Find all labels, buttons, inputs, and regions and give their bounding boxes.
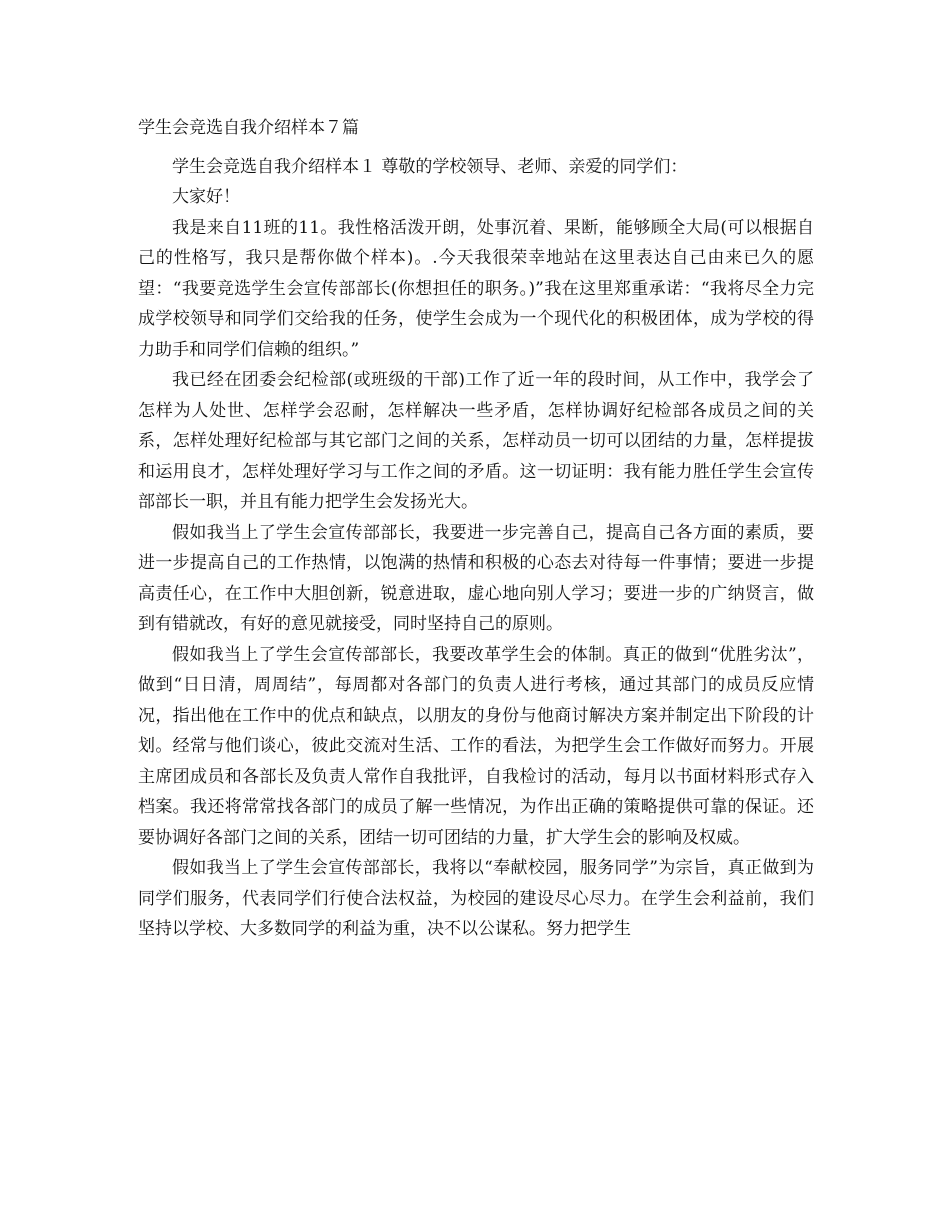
paragraph: 我是来自11班的11。我性格活泼开朗，处事沉着、果断，能够顾全大局(可以根据自己的性格写，我只是帮你做个样本)。.今天我很荣幸地站在这里表达自己由来已久的愿望：“我要竞选学生会宣传部部长(你想担任的职务。)”我在这里郑重承诺：“我将尽全力完成学校领导和同学们交给我的任务，使学生会成为一个现代化的积极团体，成为学校的得力助手和同学们信赖的组织。” <box>138 217 814 360</box>
paragraph: 假如我当上了学生会宣传部部长，我要进一步完善自己，提高自己各方面的素质，要进一步提高自己的工作热情，以饱满的热情和积极的心态去对待每一件事情；要进一步提高责任心，在工作中大胆创新，锐意进取，虚心地向别人学习；要进一步的广纳贤言，做到有错就改，有好的意见就接受，同时坚持自己的原则。 <box>138 522 814 634</box>
paragraph: 假如我当上了学生会宣传部部长，我将以“奉献校园，服务同学”为宗旨，真正做到为同学们服务，代表同学们行使合法权益，为校园的建设尽心尽力。在学生会利益前，我们坚持以学校、大多数同学的利益为重，决不以公谋私。努力把学生 <box>138 858 814 939</box>
paragraph-heading-greeting: 学生会竞选自我介绍样本１ 尊敬的学校领导、老师、亲爱的同学们： <box>172 157 688 177</box>
paragraph: 假如我当上了学生会宣传部部长，我要改革学生会的体制。真正的做到“优胜劣汰”，做到“日日清，周周结”，每周都对各部门的负责人进行考核，通过其部门的成员反应情况，指出他在工作中的优点和缺点，以朋友的身份与他商讨解决方案并制定出下阶段的计划。经常与他们谈心，彼此交流对生活、工作的看法，为把学生会工作做好而努力。开展主席团成员和各部长及负责人常作自我批评，自我检讨的活动，每月以书面材料形式存入档案。我还将常常找各部门的成员了解一些情况，为作出正确的策略提供可靠的保证。还要协调好各部门之间的关系，团结一切可团结的力量，扩大学生会的影响及权威。 <box>138 644 814 848</box>
paragraph-salutation: 大家好！ <box>172 187 240 207</box>
document-title: 学生会竞选自我介绍样本７篇 <box>138 118 359 138</box>
paragraph: 我已经在团委会纪检部(或班级的干部)工作了近一年的段时间，从工作中，我学会了怎样为人处世、怎样学会忍耐，怎样解决一些矛盾，怎样协调好纪检部各成员之间的关系，怎样处理好纪检部与其它部门之间的关系，怎样动员一切可以团结的力量，怎样提拔和运用良才，怎样处理好学习与工作之间的矛盾。这一切证明：我有能力胜任学生会宣传部部长一职，并且有能力把学生会发扬光大。 <box>138 370 814 512</box>
document-body <box>138 152 814 945</box>
